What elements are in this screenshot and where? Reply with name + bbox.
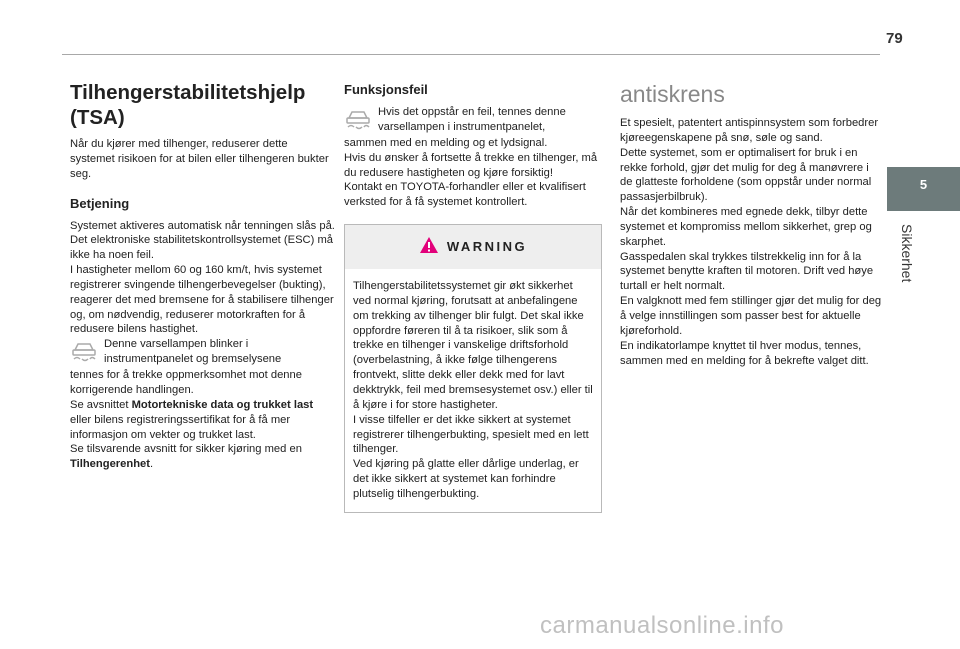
ref-link-trailer-unit: Tilhengerenhet [70, 458, 150, 471]
skid-car-icon [344, 105, 378, 136]
column-antiskid [620, 80, 882, 368]
tsa-lamp-text: Denne varsellampen blinker i instrumentpanelet og bremselysene [104, 338, 282, 366]
column-tsa [70, 80, 335, 472]
warning-box [344, 224, 602, 513]
antiskrens-body: Et spesielt, patentert antispinnsystem som forbedrer kjøreegenskapene på snø, søle og sand. Dette systemet, som er optimalisert for bruk i en rekke forhold, gjør det mulig for deg å manøvrere i de glatteste forholdene (som oppstår under normal passasjerbilbruk). Når det kombineres med egnede dekk, tilbyr dette systemet et kompromiss mellom sikkerhet, grep og skarphet. Gasspedalen skal trykkes tilstrekkelig inn for å la systemet benytte kraften til motoren. Drift ved høye turtall er helt normalt. En valgknott med fem stillinger gjør det mulig for deg å velge innstillingen som passer best for aktuelle kjøreforhold. En indikatorlampe knyttet til hver modus, tennes, sammen med en melding for å bekrefte valget ditt. [620, 117, 882, 367]
warning-header [345, 225, 601, 269]
chapter-tab-label: Sikkerhet [899, 224, 915, 283]
tsa-ref-trailer: Se tilsvarende avsnitt for sikker kjøring med en Tilhengerenhet. [70, 443, 302, 471]
page-number: 79 [886, 30, 903, 47]
antiskrens-heading: antiskrens [620, 81, 725, 107]
skid-car-icon [70, 337, 104, 368]
malfunction-lamp-text: Hvis det oppstår en feil, tennes denne varsellampen i instrumentpanelet, [378, 106, 566, 133]
tsa-lamp-text-cont: tennes for å trekke oppmerksomhet mot denne korrigerende handlingen. [70, 369, 302, 396]
column-malfunction [344, 80, 602, 513]
chapter-tab[interactable] [887, 167, 960, 211]
tsa-lamp-note [70, 337, 335, 368]
malfunction-lamp-note [344, 105, 602, 136]
tsa-ref-engine: Se avsnittet Motortekniske data og trukket last eller bilens registreringssertifikat for å få mer informasjon om vekter og trukket last. [70, 398, 314, 441]
header-rule [62, 54, 880, 55]
malfunction-body: sammen med en melding og et lydsignal. Hvis du ønsker å fortsette å trekke en tilhenger, må du redusere hastigheten og kjøre forsiktig! Kontakt en TOYOTA-forhandler eller et kvalifisert verksted for å få systemet kontrollert. [344, 136, 598, 209]
tsa-intro: Når du kjører med tilhenger, reduserer dette systemet risikoen for at bilen eller tilhengeren bukter seg. [70, 138, 329, 180]
funksjonsfeil-heading: Funksjonsfeil [344, 82, 428, 97]
tsa-heading: Tilhengerstabilitetshjelp (TSA) [70, 81, 306, 129]
warning-triangle-icon [419, 236, 439, 259]
watermark: carmanualsonline.info [540, 612, 784, 639]
betjening-heading: Betjening [70, 195, 130, 211]
chapter-tab-number: 5 [919, 177, 928, 192]
warning-title: WARNING [446, 238, 528, 254]
warning-body: Tilhengerstabilitetssystemet gir økt sikkerhet ved normal kjøring, forutsatt at anbefalingene om trekking av tilhenger blir fulgt. Det skal ikke oppfordre føreren til å ta risikoer, slik som å trekke en tilhenger i vanskelige driftsforhold (overbelastning, å ikke følge tilhengerens frontvekt, slitte dekk eller dekk med for lavt dekktrykk, feil med bremsesystemet osv.) eller til å kjøre i for store hastigheter. I visse tilfeller er det ikke sikkert at systemet registrerer tilhengerbukting, spesielt med en lett tilhenger. Ved kjøring på glatte eller dårlige underlag, er det ikke sikkert at systemet kan forhindre plutselig tilhengerbukting. [353, 280, 593, 500]
betjening-body: Systemet aktiveres automatisk når tenningen slås på. Det elektroniske stabilitetskontrollsystemet (ESC) må ikke ha noen feil. I hastigheter mellom 60 og 160 km/t, hvis systemet registrerer svingende tilhengerbevegelser (bukting), reagerer det med bremsene for å stabilisere tilhenger og, om nødvendig, reduserer motorkraften for å redusere bilens hastighet. [70, 219, 335, 336]
ref-link-engine-data: Motortekniske data og trukket last [131, 398, 314, 411]
